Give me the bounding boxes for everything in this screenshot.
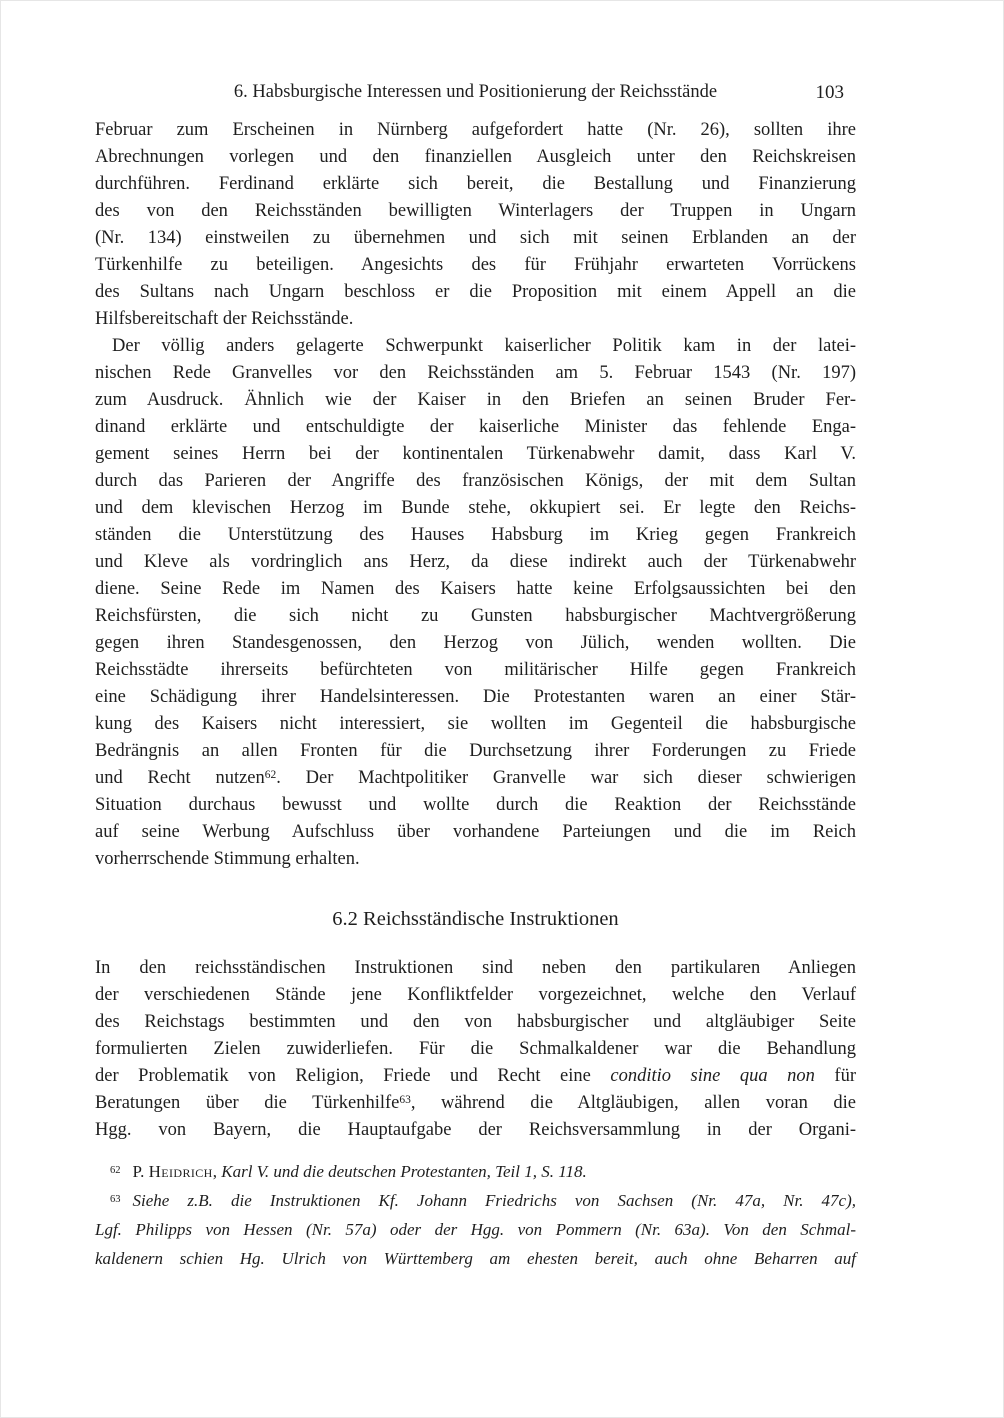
text-line bbox=[95, 1215, 856, 1244]
text-line bbox=[95, 1244, 856, 1273]
paragraph bbox=[95, 955, 856, 1144]
author-name: Heidrich bbox=[148, 1162, 213, 1181]
footnote-ref: 62 bbox=[110, 1165, 121, 1177]
running-head-title: 6. Habsburgische Interessen und Positionierung der Reichsstände bbox=[233, 82, 718, 102]
footnote-ref: 62 bbox=[264, 768, 277, 781]
text-line: Situation durchaus bewusst und wollte durch die Reaktion der Reichsstände bbox=[95, 795, 856, 815]
text-line: Der völlig anders gelagerte Schwerpunkt kaiserlicher Politik kam in der latei- bbox=[112, 336, 856, 356]
text-line: dinand erklärte und entschuldigte der kaiserliche Minister das fehlende Enga- bbox=[95, 417, 856, 437]
text-block bbox=[95, 117, 856, 1144]
paragraph bbox=[95, 333, 856, 873]
text-line: und Recht nutzen$^{62}$. Der Machtpolitiker Granvelle war sich dieser schwierigen bbox=[95, 768, 857, 788]
text-line: Hilfsbereitschaft der Reichsstände. bbox=[95, 309, 354, 329]
text-line: und dem klevischen Herzog im Bunde stehe, okkupiert sei. Er legte den Reichs- bbox=[95, 498, 856, 518]
text-line: durchführen. Ferdinand erklärte sich bereit, die Bestallung und Finanzierung bbox=[95, 174, 856, 194]
text-line: In den reichsständischen Instruktionen sind neben den partikularen Anliegen bbox=[95, 958, 856, 978]
text-line: auf seine Werbung Aufschluss über vorhandene Parteiungen und die im Reich bbox=[95, 822, 856, 842]
text-line: formulierten Zielen zuwiderliefen. Für die Schmalkaldener war die Behandlung bbox=[95, 1039, 856, 1059]
text-line: eine Schädigung ihrer Handelsinteressen. Die Protestanten waren an einer Stär- bbox=[95, 687, 856, 707]
text-line: und Kleve als vordringlich ans Herz, da diese indirekt auch der Türkenabwehr bbox=[95, 552, 856, 572]
text-line: des Reichstags bestimmten und den von habsburgischer und altgläubiger Seite bbox=[95, 1012, 856, 1032]
text-line: diene. Seine Rede im Namen des Kaisers hatte keine Erfolgsaussichten bei den bbox=[95, 579, 856, 599]
paragraph bbox=[95, 117, 856, 333]
text-line: kung des Kaisers nicht interessiert, sie wollten im Gegenteil die habsburgische bbox=[95, 714, 856, 734]
text-line: Beratungen über die Türkenhilfe$^{63}$, während die Altgläubigen, allen voran die bbox=[95, 1093, 856, 1113]
text-line bbox=[95, 1186, 856, 1215]
text-line: ständen die Unterstützung des Hauses Habsburg im Krieg gegen Frankreich bbox=[95, 525, 856, 545]
text-line: gegen ihren Standesgenossen, den Herzog von Jülich, wenden wollten. Die bbox=[95, 633, 856, 653]
text-line: Bedrängnis an allen Fronten für die Durchsetzung ihrer Forderungen zu Friede bbox=[95, 741, 856, 761]
section-heading: 6.2 Reichsständische Instruktionen bbox=[332, 908, 619, 930]
text-line: Reichsstädte ihrerseits befürchteten von militärischer Hilfe gegen Frankreich bbox=[95, 660, 856, 680]
text-line: der verschiedenen Stände jene Konfliktfelder vorgezeichnet, welche den Verlauf bbox=[95, 985, 856, 1005]
footnotes bbox=[95, 1157, 856, 1273]
text-line: gement seines Herrn bei der kontinentalen Türkenabwehr damit, dass Karl V. bbox=[95, 444, 856, 464]
page-number: 103 bbox=[815, 82, 844, 103]
text-line: der Problematik von Religion, Friede und Recht eine conditio sine qua non für bbox=[95, 1066, 857, 1086]
running-head bbox=[95, 81, 856, 104]
italic-text: conditio sine qua non bbox=[610, 1066, 815, 1086]
text-line: $^{62}$ P. Heidrich, Karl V. und die deutschen Protestanten, Teil 1, S. 118. bbox=[110, 1162, 587, 1181]
italic-text: Siehe z.B. die Instruktionen Kf. Johann Friedrichs von Sachsen (Nr. 47a, Nr. 47c), bbox=[132, 1191, 856, 1210]
footnote bbox=[95, 1157, 856, 1186]
text-line: zum Ausdruck. Ähnlich wie der Kaiser in den Briefen an seinen Bruder Fer- bbox=[95, 390, 856, 410]
footnote-ref: 63 bbox=[399, 1093, 411, 1106]
italic-text: Karl V. und die deutschen Protestanten, Teil 1, S. 118. bbox=[221, 1162, 587, 1181]
text-line: des Sultans nach Ungarn beschloss er die Proposition mit einem Appell an die bbox=[95, 282, 856, 302]
text-line: Reichsfürsten, die sich nicht zu Gunsten habsburgischer Machtvergrößerung bbox=[95, 606, 856, 626]
text-line: des von den Reichsständen bewilligten Winterlagers der Truppen in Ungarn bbox=[95, 201, 856, 221]
italic-text: Lgf. Philipps von Hessen (Nr. 57a) oder der Hgg. von Pommern (Nr. 63a). Von den Schmal- bbox=[95, 1220, 856, 1239]
text-line: Abrechnungen vorlegen und den finanziellen Ausgleich unter den Reichskreisen bbox=[95, 147, 856, 167]
text-line: Türkenhilfe zu beteiligen. Angesichts des für Frühjahr erwarteten Vorrückens bbox=[95, 255, 856, 275]
text-line: Februar zum Erscheinen in Nürnberg aufgefordert hatte (Nr. 26), sollten ihre bbox=[95, 120, 856, 140]
text-line: Hgg. von Bayern, die Hauptaufgabe der Reichsversammlung in der Organi- bbox=[95, 1120, 856, 1140]
footnote-ref: 63 bbox=[110, 1194, 121, 1206]
text-line: (Nr. 134) einstweilen zu übernehmen und sich mit seinen Erblanden an der bbox=[95, 228, 856, 248]
text-line: nischen Rede Granvelles vor den Reichsständen am 5. Februar 1543 (Nr. 197) bbox=[95, 363, 856, 383]
text-line: vorherrschende Stimmung erhalten. bbox=[95, 849, 360, 869]
italic-text: kaldenern schien Hg. Ulrich von Württemberg am ehesten bereit, auch ohne Beharren auf bbox=[95, 1249, 856, 1268]
footnote bbox=[95, 1186, 856, 1273]
text-line: durch das Parieren der Angriffe des französischen Königs, der mit dem Sultan bbox=[95, 471, 856, 491]
